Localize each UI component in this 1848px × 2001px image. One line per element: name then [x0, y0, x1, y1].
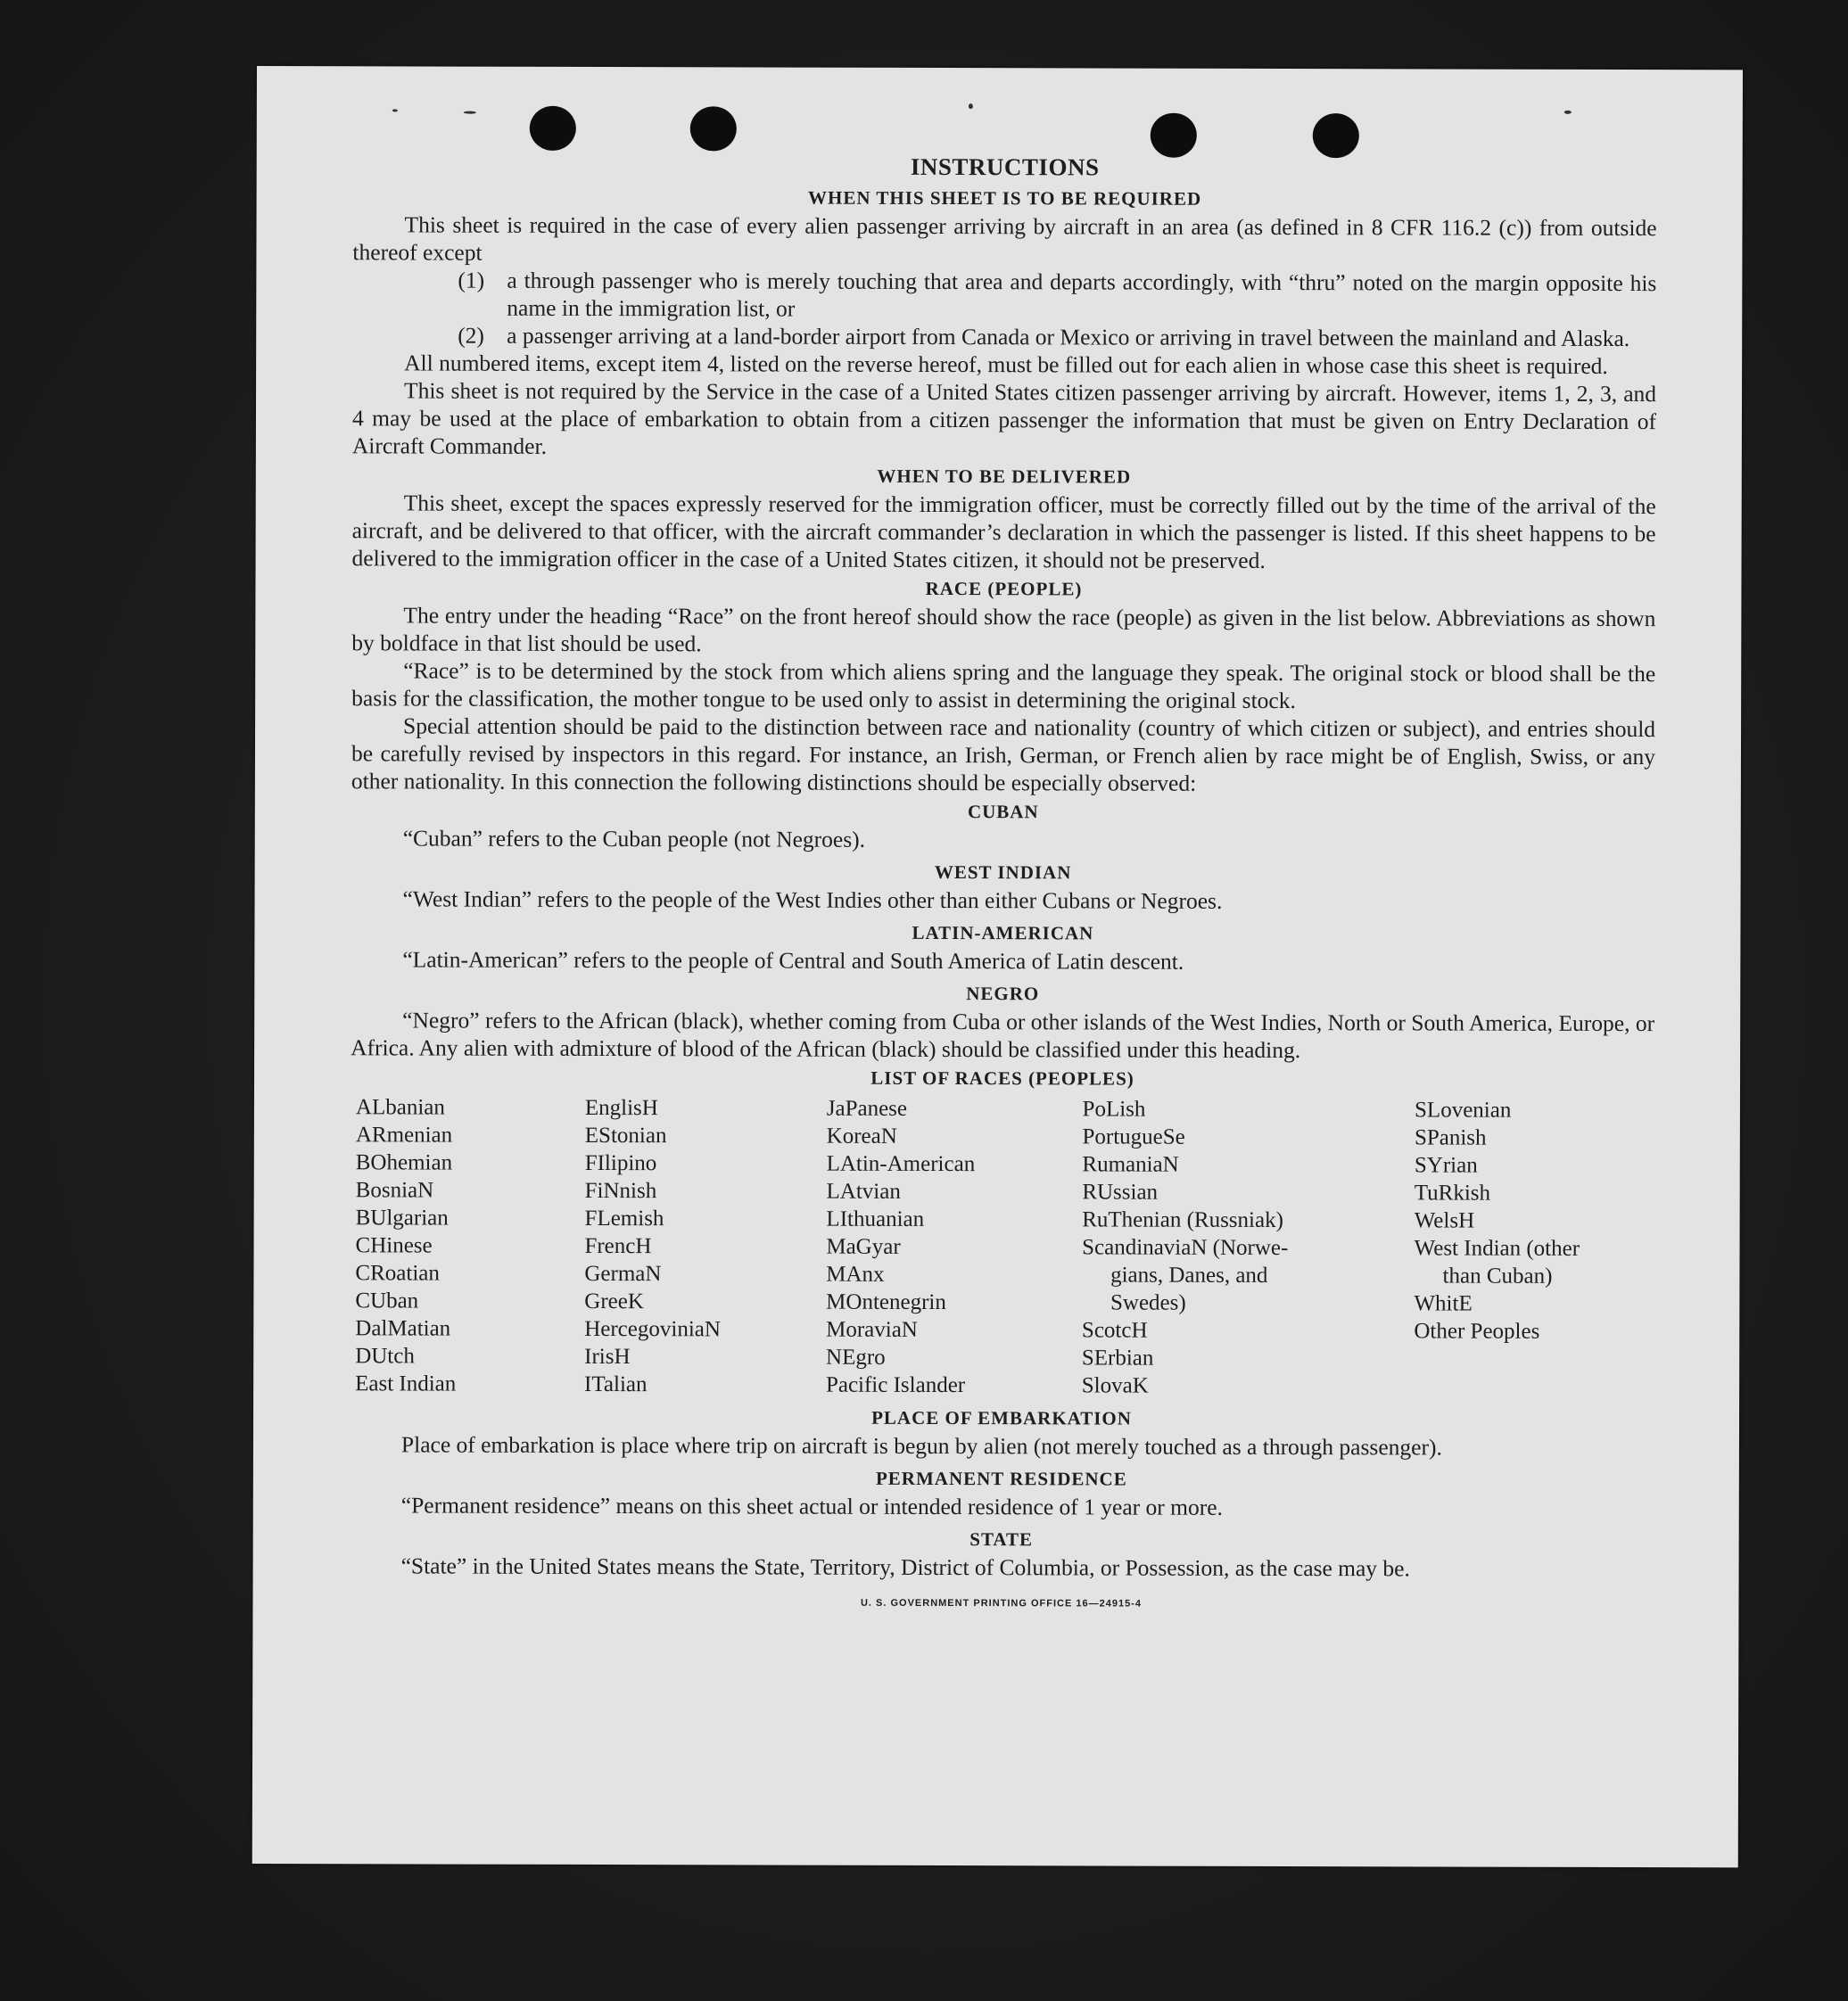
race-entry: RumaniaN	[1082, 1152, 1179, 1177]
race-entry: Other Peoples	[1414, 1319, 1540, 1344]
speck	[969, 103, 973, 109]
race-paragraph: “Race” is to be determined by the stock from which aliens spring and the language they speak. The original stock or blood shall be the basis for the classification, the mother tongue to be used only to assist in determining the original stock.	[351, 657, 1656, 714]
race-entry: SLovenian	[1415, 1098, 1512, 1123]
race-entry: JaPanese	[826, 1096, 908, 1121]
race-entry: DalMatian	[355, 1316, 451, 1341]
speck	[1564, 111, 1572, 114]
race-entry: CHinese	[355, 1233, 433, 1258]
numbered-items-paragraph: All numbered items, except item 4, listed on the reverse hereof, must be filled out for each alien in whose case this sheet is required.	[404, 350, 1608, 379]
race-entry: CRoatian	[355, 1261, 440, 1286]
race-entry: LIthuanian	[826, 1206, 925, 1231]
intro-paragraph: This sheet is required in the case of every alien passenger arriving by aircraft in an area (as defined in 8 CFR 116.2 (c)) from outside thereof except	[352, 211, 1657, 266]
heading-race: RACE (PEOPLE)	[925, 577, 1083, 600]
race-entry: PoLish	[1082, 1097, 1146, 1122]
cuban-paragraph: “Cuban” refers to the Cuban people (not Negroes).	[402, 825, 866, 852]
item-text: a passenger arriving at a land-border airport from Canada or Mexico or arriving in travel between the mainland and Alaska.	[507, 322, 1630, 352]
race-entry: ARmenian	[355, 1123, 453, 1148]
heading-when-required: WHEN THIS SHEET IS TO BE REQUIRED	[808, 186, 1202, 210]
race-entry: TuRkish	[1414, 1181, 1491, 1206]
race-entry: FLemish	[584, 1206, 664, 1231]
race-entry: gians, Danes, and	[1110, 1263, 1268, 1288]
races-table	[350, 1093, 1654, 1401]
race-entry: BUlgarian	[355, 1206, 449, 1231]
race-entry: DUtch	[355, 1344, 415, 1369]
item-number: (1)	[458, 267, 485, 293]
race-entry: BOhemian	[355, 1150, 453, 1175]
race-paragraph: Special attention should be paid to the distinction between race and nationality (country of which citizen or subject), and entries should be carefully revised by inspectors in this regard. For instance, an Irish, German, or French alien by race might be of English, Swiss, or any other nationality. In this connection the following distinctions should be especially observed:	[351, 712, 1656, 796]
negro-paragraph: “Negro” refers to the African (black), whether coming from Cuba or other islands of the West Indies, North or South America, Europe, or Africa. Any alien with admixture of blood of the African (black) should be classified under this heading.	[351, 1007, 1655, 1064]
race-entry: WelsH	[1414, 1208, 1475, 1233]
item-number: (2)	[458, 322, 484, 349]
heading-permanent-residence: PERMANENT RESIDENCE	[875, 1467, 1127, 1490]
race-entry: KoreaN	[826, 1124, 897, 1149]
exception-item	[458, 267, 1656, 325]
race-entry: ScotcH	[1081, 1318, 1148, 1343]
race-entry: CUban	[355, 1289, 419, 1313]
race-entry: SPanish	[1414, 1125, 1487, 1150]
heading-latin-american: LATIN-AMERICAN	[912, 921, 1094, 944]
race-entry: NEgro	[826, 1345, 886, 1370]
race-entry: RUssian	[1082, 1180, 1159, 1205]
race-entry: SErbian	[1081, 1346, 1154, 1371]
delivered-paragraph: This sheet, except the spaces expressly reserved for the immigration officer, must be correctly filled out by the time of the arrival of the aircraft, and be delivered to that officer, with the aircraft commander’s declaration in which the passenger is listed. If this sheet happens to be delivered to the immigration officer in the case of a United States citizen, it should not be preserved.	[351, 490, 1656, 573]
race-entry: GermaN	[584, 1261, 662, 1287]
race-entry: than Cuban)	[1442, 1264, 1553, 1289]
race-entry: MOntenegrin	[826, 1289, 946, 1315]
instructions-content	[349, 152, 1656, 1619]
document-title: INSTRUCTIONS	[910, 152, 1100, 181]
race-entry: PortugueSe	[1082, 1124, 1185, 1149]
race-entry: ScandinaviaN (Norwe-	[1082, 1235, 1289, 1261]
citizen-paragraph: This sheet is not required by the Service in the case of a United States citizen passenger arriving by aircraft. However, items 1, 2, 3, and 4 may be used at the place of embarkation to obtain from a citizen passenger the information that must be given on Entry Declaration of Aircraft Commander.	[351, 377, 1657, 459]
race-entry: MaGyar	[826, 1234, 901, 1259]
race-paragraph: The entry under the heading “Race” on the front hereof should show the race (people) as given in the list below. Abbreviations as shown by boldface in that list should be used.	[351, 602, 1656, 657]
race-entry: BosniaN	[355, 1178, 434, 1203]
race-entry: Pacific Islander	[825, 1372, 966, 1398]
speck	[392, 109, 398, 111]
item-text: a through passenger who is merely touching that area and departs accordingly, with “thru” noted on the margin opposite his name in the immigration list, or	[507, 267, 1657, 322]
heading-negro: NEGRO	[966, 983, 1040, 1005]
printing-office-footer: U. S. GOVERNMENT PRINTING OFFICE 16—24915-4	[860, 1597, 1143, 1610]
race-entry: West Indian (other	[1414, 1236, 1580, 1261]
race-entry: LAtvian	[826, 1179, 901, 1204]
latin-american-paragraph: “Latin-American” refers to the people of Central and South America of Latin descent.	[402, 946, 1184, 975]
race-entry: SYrian	[1414, 1153, 1478, 1178]
heading-list-of-races: LIST OF RACES (PEOPLES)	[870, 1066, 1134, 1090]
embarkation-paragraph: Place of embarkation is place where trip on aircraft is begun by alien (not merely touched as a through passenger).	[400, 1431, 1442, 1461]
race-entry: GreeK	[584, 1289, 644, 1314]
races-column	[355, 1093, 585, 1398]
residence-paragraph: “Permanent residence” means on this sheet actual or intended residence of 1 year or more.	[400, 1492, 1223, 1520]
punch-hole	[530, 106, 576, 151]
race-entry: LAtin-American	[826, 1151, 976, 1177]
races-column	[1082, 1095, 1415, 1400]
punch-hole	[690, 106, 737, 151]
race-entry: ITalian	[584, 1371, 648, 1397]
race-entry: FIlipino	[584, 1150, 657, 1176]
race-entry: EnglisH	[584, 1095, 658, 1121]
race-entry: RuThenian (Russniak)	[1082, 1207, 1283, 1233]
race-entry: FiNnish	[584, 1178, 657, 1204]
race-entry: MoraviaN	[826, 1317, 918, 1342]
races-column	[1414, 1096, 1654, 1401]
speck	[464, 111, 476, 114]
race-entry: ALbanian	[355, 1095, 445, 1120]
race-entry: SlovaK	[1081, 1373, 1149, 1398]
document-page	[252, 66, 1743, 1867]
race-entry: IrisH	[584, 1344, 631, 1370]
punch-hole	[1313, 113, 1359, 158]
heading-cuban: CUBAN	[967, 801, 1039, 823]
race-entry: Swedes)	[1110, 1290, 1186, 1315]
heading-embarkation: PLACE OF EMBARKATION	[871, 1406, 1132, 1429]
heading-when-delivered: WHEN TO BE DELIVERED	[877, 465, 1132, 488]
exception-item	[458, 322, 1656, 353]
race-entry: MAnx	[826, 1262, 885, 1287]
west-indian-paragraph: “West Indian” refers to the people of the West Indies other than either Cubans or Negroes.	[402, 885, 1223, 914]
races-column	[584, 1094, 827, 1399]
races-column	[826, 1095, 1083, 1400]
race-entry: HercegoviniaN	[584, 1316, 721, 1342]
punch-hole	[1151, 113, 1197, 158]
heading-state: STATE	[969, 1528, 1034, 1551]
heading-west-indian: WEST INDIAN	[934, 861, 1072, 884]
race-entry: EStonian	[584, 1123, 667, 1149]
race-entry: East Indian	[355, 1371, 457, 1396]
state-paragraph: “State” in the United States means the State, Territory, District of Columbia, or Possession, as the case may be.	[400, 1552, 1410, 1582]
race-entry: WhitE	[1414, 1291, 1473, 1316]
race-entry: FrencH	[584, 1233, 652, 1259]
